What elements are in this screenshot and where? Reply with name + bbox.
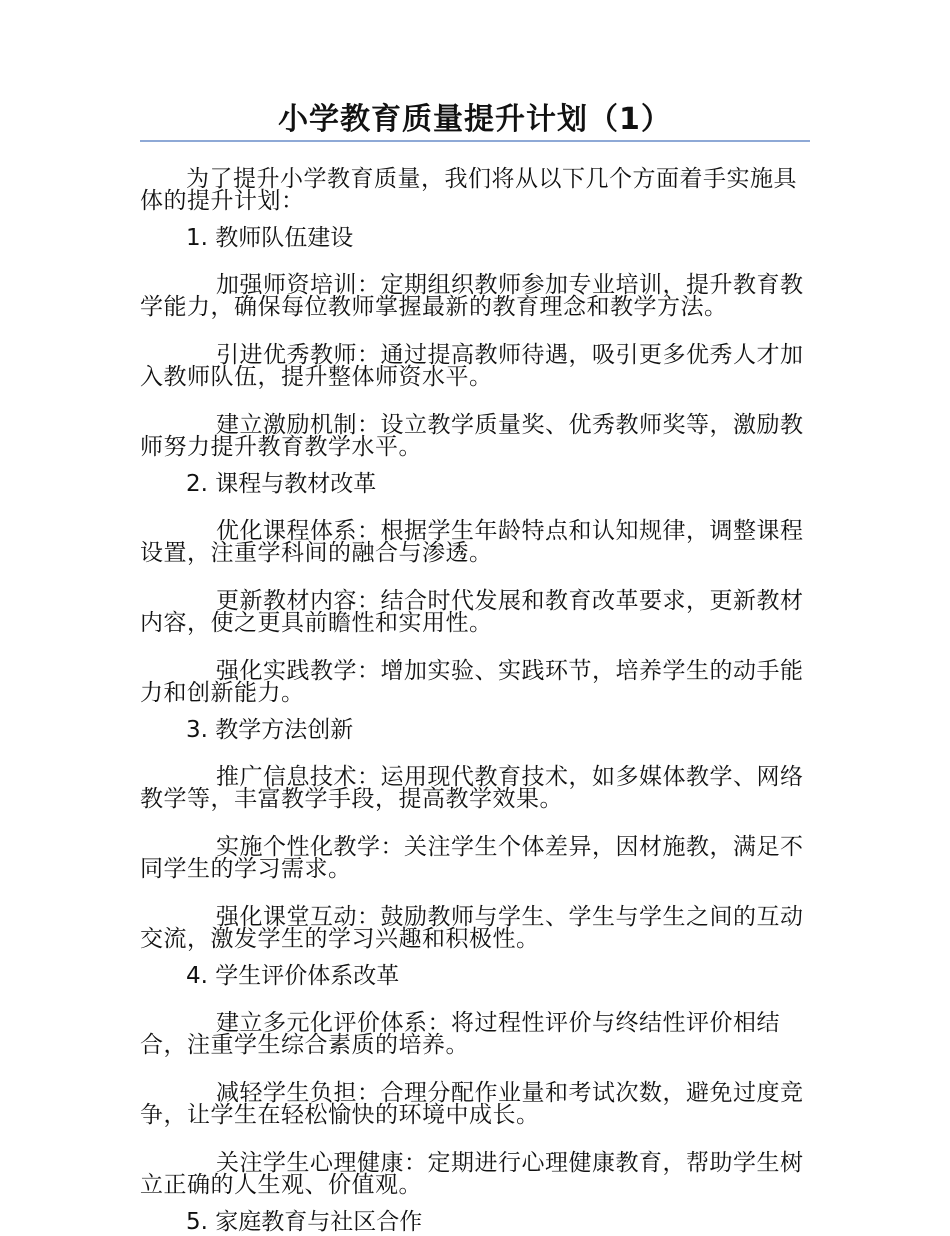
section-item: 实施个性化教学：关注学生个体差异，因材施教，满足不同学生的学习需求。 — [140, 834, 804, 882]
intro-paragraph: 为了提升小学教育质量，我们将从以下几个方面着手实施具体的提升计划： — [140, 166, 797, 214]
section-item: 减轻学生负担：合理分配作业量和考试次数，避免过度竞争，让学生在轻松愉快的环境中成长。 — [140, 1080, 804, 1128]
section-2 — [140, 470, 810, 704]
section-heading: 3. 教学方法创新 — [186, 717, 354, 743]
section-item: 更新教材内容：结合时代发展和教育改革要求，更新教材内容，使之更具前瞻性和实用性。 — [140, 588, 804, 636]
page-title: 小学教育质量提升计划（1） — [278, 102, 672, 137]
title-underline — [140, 140, 810, 142]
section-3 — [140, 716, 810, 950]
section-item: 建立激励机制：设立教学质量奖、优秀教师奖等，激励教师努力提升教育教学水平。 — [140, 412, 804, 460]
document-page — [140, 100, 810, 1236]
section-item: 强化课堂互动：鼓励教师与学生、学生与学生之间的互动交流，激发学生的学习兴趣和积极性。 — [140, 904, 804, 952]
section-5 — [140, 1208, 810, 1236]
section-heading: 4. 学生评价体系改革 — [186, 963, 400, 989]
section-item: 建立多元化评价体系：将过程性评价与终结性评价相结合，注重学生综合素质的培养。 — [140, 1010, 780, 1058]
section-heading: 2. 课程与教材改革 — [186, 471, 377, 497]
section-heading: 5. 家庭教育与社区合作 — [186, 1209, 423, 1235]
section-item: 推广信息技术：运用现代教育技术，如多媒体教学、网络教学等，丰富教学手段，提高教学效果。 — [140, 764, 804, 812]
section-item: 加强师资培训：定期组织教师参加专业培训，提升教育教学能力，确保每位教师掌握最新的教育理念和教学方法。 — [140, 272, 804, 320]
section-item: 关注学生心理健康：定期进行心理健康教育，帮助学生树立正确的人生观、价值观。 — [140, 1150, 804, 1198]
section-item: 优化课程体系：根据学生年龄特点和认知规律，调整课程设置，注重学科间的融合与渗透。 — [140, 518, 804, 566]
section-item: 强化实践教学：增加实验、实践环节，培养学生的动手能力和创新能力。 — [140, 658, 804, 706]
section-4 — [140, 962, 810, 1196]
section-item: 引进优秀教师：通过提高教师待遇，吸引更多优秀人才加入教师队伍，提升整体师资水平。 — [140, 342, 804, 390]
section-1 — [140, 224, 810, 458]
section-heading: 1. 教师队伍建设 — [186, 225, 354, 251]
